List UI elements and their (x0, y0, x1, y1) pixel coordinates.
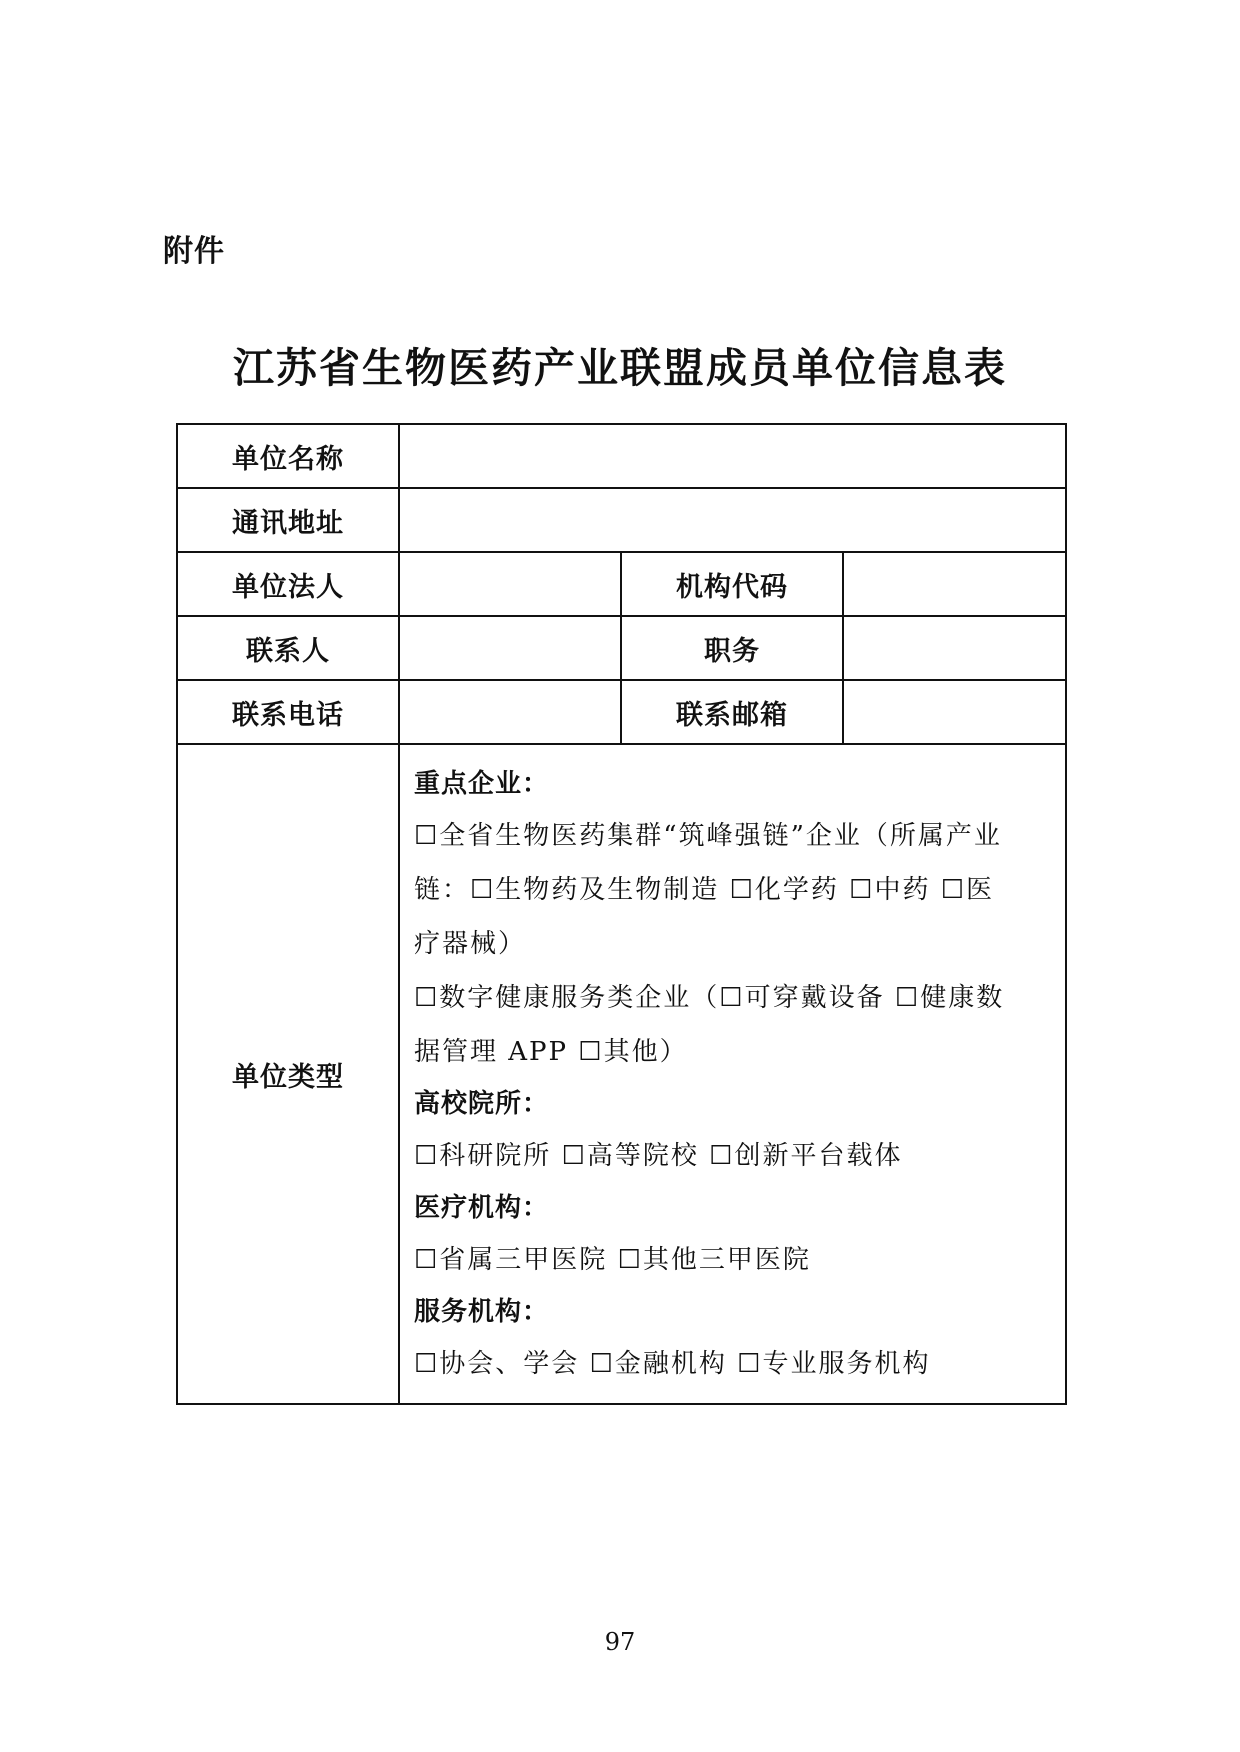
category-medical: 医疗机构： (414, 1193, 550, 1223)
row-phone (177, 680, 1066, 744)
label-legal-rep: 单位法人 (177, 552, 399, 616)
row-unit-type (177, 744, 1066, 1404)
option-line[interactable]: ☐科研院所 ☐高等院校 ☐创新平台载体 (414, 1141, 903, 1171)
input-contact[interactable] (399, 616, 621, 680)
option-line[interactable]: ☐协会、学会 ☐金融机构 ☐专业服务机构 (414, 1349, 931, 1379)
label-unit-type: 单位类型 (177, 744, 399, 1404)
input-position[interactable] (843, 616, 1066, 680)
option-line[interactable]: ☐全省生物医药集群“筑峰强链”企业（所属产业 (414, 821, 1002, 851)
row-address (177, 488, 1066, 552)
input-unit-name[interactable] (399, 424, 1066, 488)
label-address: 通讯地址 (177, 488, 399, 552)
form-title: 江苏省生物医药产业联盟成员单位信息表 (233, 344, 1007, 392)
page-number: 97 (604, 1628, 636, 1656)
input-email[interactable] (843, 680, 1066, 744)
category-service: 服务机构： (414, 1297, 550, 1327)
input-phone[interactable] (399, 680, 621, 744)
unit-type-options (399, 744, 1066, 1404)
row-unit-name (177, 424, 1066, 488)
option-line[interactable]: ☐省属三甲医院 ☐其他三甲医院 (414, 1245, 811, 1275)
category-universities: 高校院所： (414, 1089, 550, 1119)
label-contact: 联系人 (177, 616, 399, 680)
input-address[interactable] (399, 488, 1066, 552)
label-position: 职务 (621, 616, 843, 680)
member-info-table (176, 423, 1067, 1405)
row-contact (177, 616, 1066, 680)
input-org-code[interactable] (843, 552, 1066, 616)
input-legal-rep[interactable] (399, 552, 621, 616)
row-legal-rep (177, 552, 1066, 616)
label-org-code: 机构代码 (621, 552, 843, 616)
attachment-label: 附件 (163, 234, 225, 269)
option-line[interactable]: ☐数字健康服务类企业（☐可穿戴设备 ☐健康数 (414, 983, 1005, 1013)
label-phone: 联系电话 (177, 680, 399, 744)
option-line[interactable]: 据管理 APP ☐其他） (414, 1037, 688, 1067)
option-line: 疗器械） (414, 929, 527, 959)
label-email: 联系邮箱 (621, 680, 843, 744)
category-key-enterprise: 重点企业： (414, 769, 550, 799)
label-unit-name: 单位名称 (177, 424, 399, 488)
option-line[interactable]: 链：☐生物药及生物制造 ☐化学药 ☐中药 ☐医 (414, 875, 995, 905)
